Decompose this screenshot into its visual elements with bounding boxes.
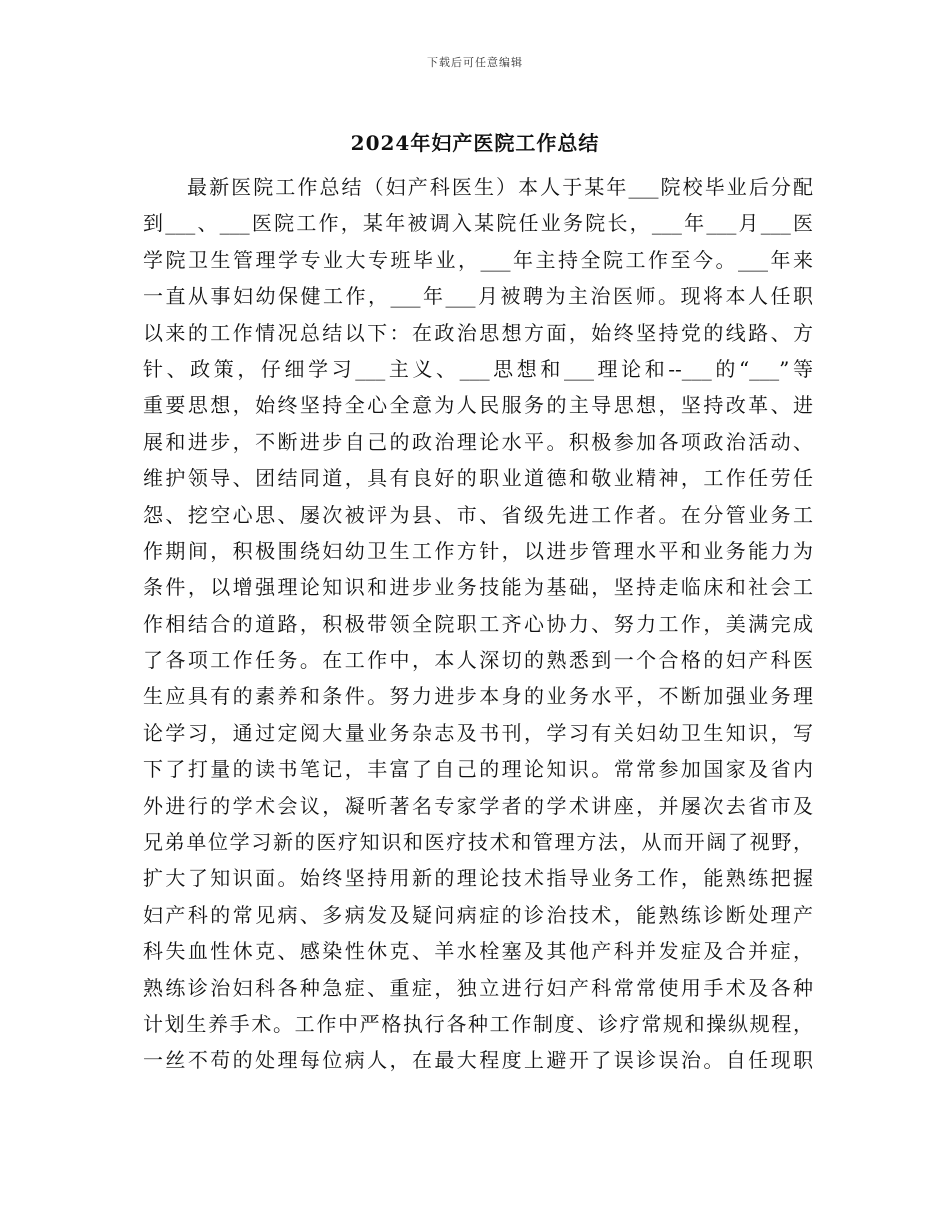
body-line: 学院卫生管理学专业大专班毕业，___年主持全院工作至今。___年来 xyxy=(143,247,813,272)
body-line: 条件，以增强理论知识和进步业务技能为基础，坚持走临床和社会工 xyxy=(143,575,813,600)
body-line: 妇产科的常见病、多病发及疑问病症的诊治技术，能熟练诊断处理产 xyxy=(143,902,813,927)
body-line: 科失血性休克、感染性休克、羊水栓塞及其他产科并发症及合并症， xyxy=(143,939,813,964)
body-line: 怨、挖空心思、屡次被评为县、市、省级先进工作者。在分管业务工 xyxy=(143,502,813,527)
body-line: 论学习，通过定阅大量业务杂志及书刊，学习有关妇幼卫生知识，写 xyxy=(143,720,813,745)
body-line: 计划生养手术。工作中严格执行各种工作制度、诊疗常规和操纵规程， xyxy=(143,1011,813,1036)
body-line: 作期间，积极围绕妇幼卫生工作方针，以进步管理水平和业务能力为 xyxy=(143,538,813,563)
body-line: 一丝不苟的处理每位病人，在最大程度上避开了误诊误治。自任现职 xyxy=(143,1048,813,1073)
body-line: 熟练诊治妇科各种急症、重症，独立进行妇产科常常使用手术及各种 xyxy=(143,975,813,1000)
body-line: 了各项工作任务。在工作中，本人深切的熟悉到一个合格的妇产科医 xyxy=(143,648,813,673)
body-line: 外进行的学术会议，凝听著名专家学者的学术讲座，并屡次去省市及 xyxy=(143,793,813,818)
body-line: 扩大了知识面。始终坚持用新的理论技术指导业务工作，能熟练把握 xyxy=(143,866,813,891)
document-title: 2024年妇产医院工作总结 xyxy=(350,131,600,155)
body-line: 维护领导、团结同道，具有良好的职业道德和敬业精神，工作任劳任 xyxy=(143,466,813,491)
body-line: 重要思想，始终坚持全心全意为人民服务的主导思想，坚持改革、进 xyxy=(143,393,813,418)
body-line: 下了打量的读书笔记，丰富了自己的理论知识。常常参加国家及省内 xyxy=(143,757,813,782)
body-line: 展和进步，不断进步自己的政治理论水平。积极参加各项政治活动、 xyxy=(143,429,813,454)
body-line: 到___、___医院工作，某年被调入某院任业务院长，___年___月___医 xyxy=(143,211,813,236)
document-body xyxy=(143,175,813,1085)
body-line: 最新医院工作总结（妇产科医生）本人于某年___院校毕业后分配 xyxy=(187,175,813,199)
page-header-note: 下载后可任意编辑 xyxy=(427,56,523,69)
body-line: 兄弟单位学习新的医疗知识和医疗技术和管理方法，从而开阔了视野， xyxy=(143,830,813,855)
body-line: 以来的工作情况总结以下：在政治思想方面，始终坚持党的线路、方 xyxy=(143,320,813,345)
body-line: 作相结合的道路，积极带领全院职工齐心协力、努力工作，美满完成 xyxy=(143,611,813,636)
body-line: 针、政策，仔细学习___主义、___思想和___理论和--___的“___”等 xyxy=(143,356,813,381)
body-line: 生应具有的素养和条件。努力进步本身的业务水平，不断加强业务理 xyxy=(143,684,813,709)
body-line: 一直从事妇幼保健工作，___年___月被聘为主治医师。现将本人任职 xyxy=(143,284,813,309)
